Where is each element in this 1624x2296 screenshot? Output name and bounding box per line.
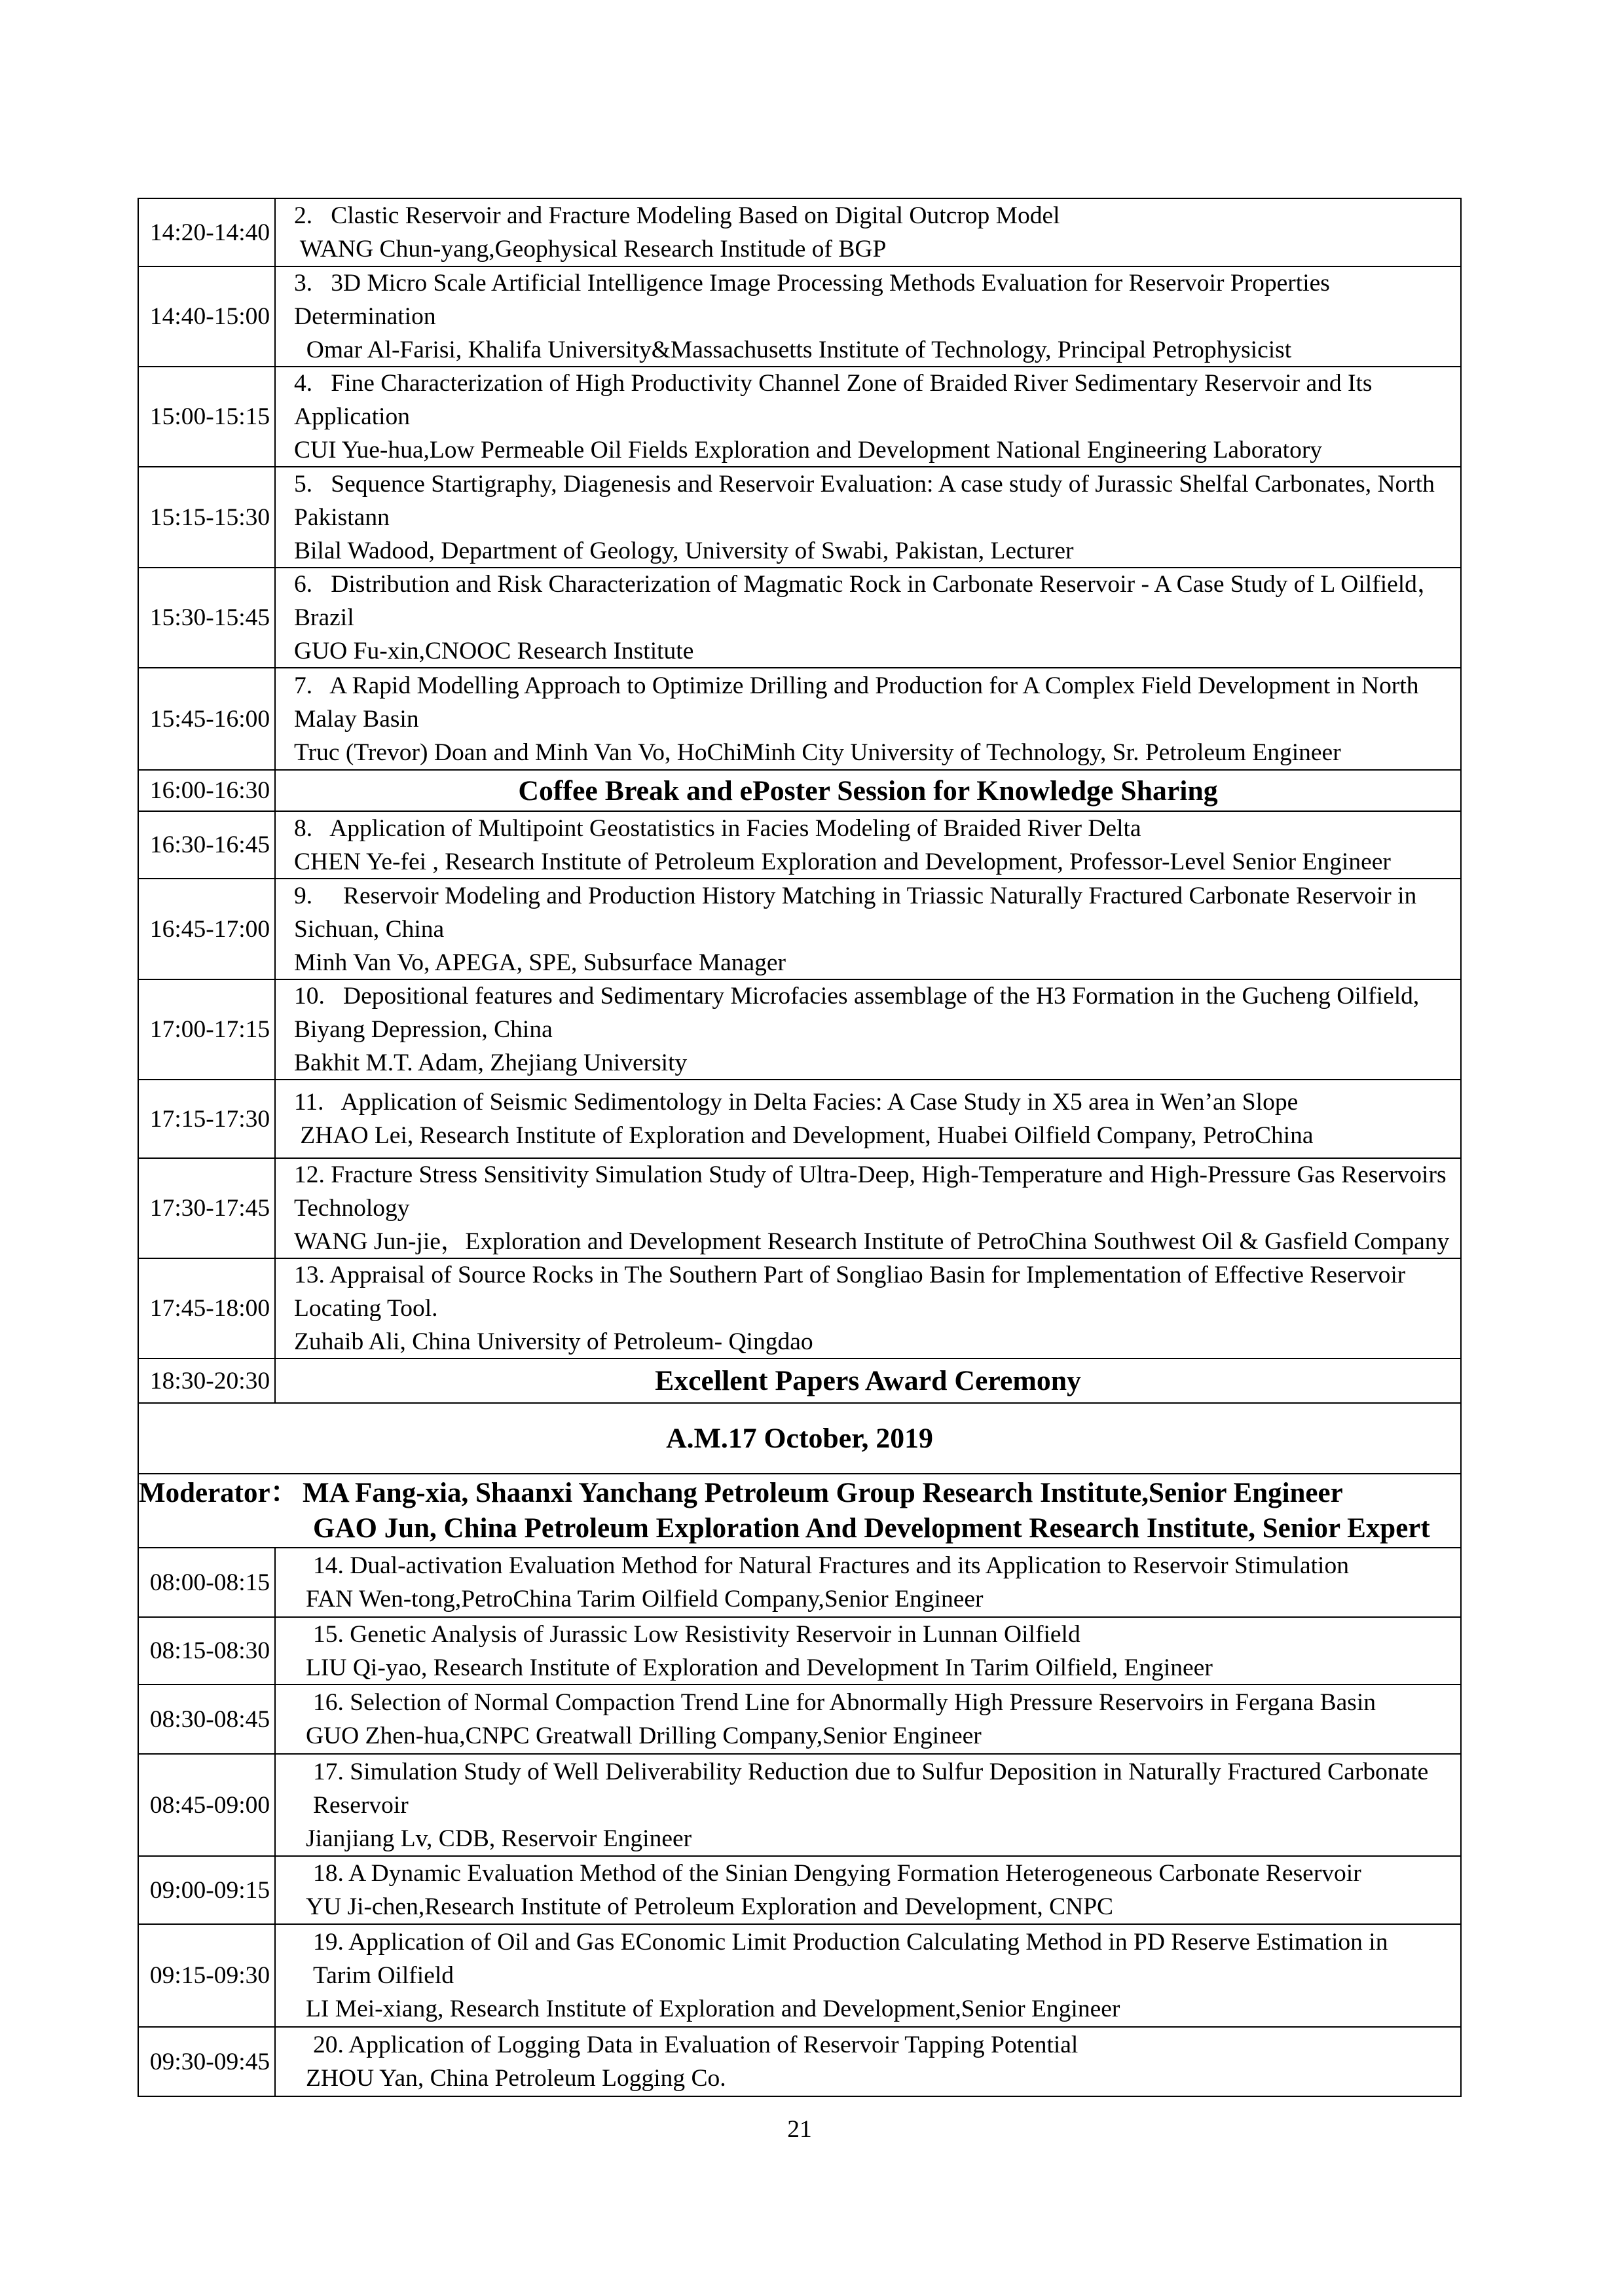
author-line: YU Ji-chen,Research Institute of Petroleum Exploration and Development, CNPC — [306, 1893, 1114, 1920]
presentation-cell — [276, 1259, 1460, 1358]
author-line: Zuhaib Ali, China University of Petroleum- Qingdao — [294, 1328, 813, 1355]
time-slot: 14:20-14:40 — [139, 199, 276, 266]
time-slot: 09:15-09:30 — [139, 1925, 276, 2026]
presentation-cell — [276, 1080, 1460, 1157]
schedule-row — [138, 878, 1462, 979]
time-slot: 17:45-18:00 — [139, 1259, 276, 1358]
moderator-name: MA Fang-xia, Shaanxi Yanchang Petroleum Group Research Institute,Senior Engineer — [303, 1477, 1343, 1508]
time-slot: 08:00-08:15 — [139, 1548, 276, 1616]
paper-title-line: 20. Application of Logging Data in Evaluation of Reservoir Tapping Potential — [313, 2032, 1079, 2058]
author-line: Truc (Trevor) Doan and Minh Van Vo, HoChiMinh City University of Technology, Sr. Petroleum Engineer — [294, 738, 1341, 766]
author-line: Jianjiang Lv, CDB, Reservoir Engineer — [306, 1825, 692, 1852]
time-slot: 15:15-15:30 — [139, 467, 276, 567]
presentation-cell — [276, 2028, 1460, 2096]
paper-title-line: Application — [294, 403, 411, 430]
paper-title-line: 4. Fine Characterization of High Productivity Channel Zone of Braided River Sedimentary Reservoir and Its — [294, 370, 1373, 397]
paper-title-line: 5. Sequence Startigraphy, Diagenesis and Reservoir Evaluation: A case study of Jurassic Shelfal Carbonates, North — [294, 470, 1435, 498]
paper-title-line: Determination — [294, 303, 436, 330]
author-line: Minh Van Vo, APEGA, SPE, Subsurface Manager — [294, 949, 786, 976]
author-line: CUI Yue-hua,Low Permeable Oil Fields Exploration and Development National Engineering Laboratory — [294, 437, 1323, 464]
schedule-row — [138, 1616, 1462, 1684]
paper-title-line: Malay Basin — [294, 705, 419, 733]
presentation-cell — [276, 1618, 1460, 1684]
time-slot: 16:45-17:00 — [139, 879, 276, 979]
presentation-cell — [276, 879, 1460, 979]
presentation-cell — [276, 467, 1460, 567]
time-slot: 14:40-15:00 — [139, 267, 276, 366]
schedule-row — [138, 567, 1462, 667]
presentation-cell — [276, 1925, 1460, 2026]
schedule-row — [138, 366, 1462, 466]
author-line: WANG Jun-jie，Exploration and Development Research Institute of PetroChina Southwest Oil & Gasfield Company — [294, 1228, 1450, 1255]
paper-title-line: 16. Selection of Normal Compaction Trend Line for Abnormally High Pressure Reservoirs in Fergana Basin — [313, 1689, 1376, 1716]
time-slot: 17:15-17:30 — [139, 1080, 276, 1157]
paper-title-line: Pakistann — [294, 503, 390, 531]
paper-title-line: Technology — [294, 1195, 410, 1222]
time-slot: 15:00-15:15 — [139, 367, 276, 466]
author-line: LIU Qi-yao, Research Institute of Exploration and Development In Tarim Oilfield, Engineer — [306, 1654, 1213, 1681]
paper-title-line: 14. Dual-activation Evaluation Method for Natural Fractures and its Application to Reservoir Stimulation — [313, 1552, 1349, 1579]
time-slot: 09:30-09:45 — [139, 2028, 276, 2096]
schedule-row — [138, 1684, 1462, 1753]
schedule-row — [138, 266, 1462, 366]
schedule-row — [138, 2026, 1462, 2097]
paper-title-line: 12. Fracture Stress Sensitivity Simulation Study of Ultra-Deep, High-Temperature and High-Pressure Gas Reservoirs — [294, 1161, 1447, 1188]
paper-title-line: 18. A Dynamic Evaluation Method of the Sinian Dengying Formation Heterogeneous Carbonate Reservoir — [313, 1860, 1361, 1887]
author-line: WANG Chun-yang,Geophysical Research Institude of BGP — [294, 236, 887, 263]
schedule-row — [138, 466, 1462, 567]
presentation-cell — [276, 668, 1460, 769]
schedule-row — [138, 1855, 1462, 1923]
presentation-cell — [276, 1857, 1460, 1923]
time-slot: 16:30-16:45 — [139, 812, 276, 878]
presentation-cell — [276, 980, 1460, 1079]
coffee-break-row — [138, 769, 1462, 811]
page-number: 21 — [787, 2116, 812, 2143]
paper-title-line: Biyang Depression, China — [294, 1016, 553, 1043]
time-slot: 09:00-09:15 — [139, 1857, 276, 1923]
presentation-cell — [276, 1159, 1460, 1258]
author-line: Bilal Wadood, Department of Geology, University of Swabi, Pakistan, Lecturer — [294, 537, 1074, 564]
schedule-row — [138, 1157, 1462, 1258]
award-ceremony-label: Excellent Papers Award Ceremony — [655, 1365, 1081, 1396]
author-line: ZHOU Yan, China Petroleum Logging Co. — [306, 2065, 726, 2092]
coffee-break-label: Coffee Break and ePoster Session for Knowledge Sharing — [518, 774, 1218, 807]
paper-title-line: Sichuan, China — [294, 915, 445, 943]
moderator-cell — [139, 1474, 1460, 1547]
presentation-cell — [276, 199, 1460, 266]
paper-title-line: Brazil — [294, 604, 354, 631]
date-heading: A.M.17 October, 2019 — [666, 1423, 933, 1454]
author-line: GUO Zhen-hua,CNPC Greatwall Drilling Company,Senior Engineer — [306, 1722, 982, 1749]
schedule-row — [138, 1258, 1462, 1358]
paper-title-line: 19. Application of Oil and Gas EConomic Limit Production Calculating Method in PD Reserve Estimation in — [313, 1929, 1388, 1956]
paper-title-line: 8. Application of Multipoint Geostatistics in Facies Modeling of Braided River Delta — [294, 814, 1141, 842]
moderator-name: GAO Jun, China Petroleum Exploration And Development Research Institute, Senior Expert — [313, 1512, 1430, 1544]
author-line: ZHAO Lei, Research Institute of Exploration and Development, Huabei Oilfield Company, PetroChina — [294, 1122, 1314, 1149]
moderator-label: Moderator： — [139, 1477, 299, 1508]
time-slot: 17:30-17:45 — [139, 1159, 276, 1258]
schedule-row — [138, 1923, 1462, 2026]
schedule-row — [138, 1753, 1462, 1855]
paper-title-line: Locating Tool. — [294, 1295, 438, 1322]
presentation-cell — [276, 367, 1460, 466]
presentation-cell — [276, 1685, 1460, 1753]
time-slot: 16:00-16:30 — [139, 771, 276, 811]
moderator-line — [139, 1476, 1460, 1511]
paper-title-line: 7. A Rapid Modelling Approach to Optimize Drilling and Production for A Complex Field Development in North — [294, 672, 1419, 699]
author-line: GUO Fu-xin,CNOOC Research Institute — [294, 638, 694, 665]
time-slot: 17:00-17:15 — [139, 980, 276, 1079]
schedule-row — [138, 811, 1462, 878]
paper-title-line: 10. Depositional features and Sedimentary Microfacies assemblage of the H3 Formation in the Gucheng Oilfield, — [294, 983, 1420, 1010]
award-ceremony-row — [138, 1358, 1462, 1402]
paper-title-line: 6. Distribution and Risk Characterization of Magmatic Rock in Carbonate Reservoir - A Case Study of L Oilfield， — [294, 571, 1442, 598]
presentation-cell — [276, 1755, 1460, 1855]
time-slot: 08:45-09:00 — [139, 1755, 276, 1855]
paper-title-line: 11. Application of Seismic Sedimentology in Delta Facies: A Case Study in X5 area in Wen’an Slope — [294, 1089, 1299, 1116]
time-slot: 08:30-08:45 — [139, 1685, 276, 1753]
time-slot: 18:30-20:30 — [139, 1359, 276, 1402]
moderator-row — [138, 1473, 1462, 1547]
author-line: CHEN Ye-fei , Research Institute of Petroleum Exploration and Development, Professor-Level Senior Engineer — [294, 848, 1391, 875]
presentation-cell — [276, 568, 1460, 667]
paper-title-line: Reservoir — [313, 1791, 409, 1819]
schedule-row — [138, 979, 1462, 1079]
presentation-cell — [276, 1548, 1460, 1616]
paper-title-line: Tarim Oilfield — [313, 1962, 454, 1989]
presentation-cell — [276, 267, 1460, 366]
author-line: FAN Wen-tong,PetroChina Tarim Oilfield Company,Senior Engineer — [306, 1586, 984, 1613]
schedule-row — [138, 198, 1462, 266]
paper-title-line: 2. Clastic Reservoir and Fracture Modeling Based on Digital Outcrop Model — [294, 202, 1060, 229]
paper-title-line: 15. Genetic Analysis of Jurassic Low Resistivity Reservoir in Lunnan Oilfield — [313, 1620, 1080, 1648]
author-line: LI Mei-xiang, Research Institute of Exploration and Development,Senior Engineer — [306, 1995, 1120, 2022]
author-line: Bakhit M.T. Adam, Zhejiang University — [294, 1049, 688, 1076]
schedule-row — [138, 1079, 1462, 1157]
paper-title-line: 13. Appraisal of Source Rocks in The Southern Part of Songliao Basin for Implementation of Effective Reservoir — [294, 1262, 1406, 1288]
time-slot: 15:30-15:45 — [139, 568, 276, 667]
paper-title-line: 17. Simulation Study of Well Deliverability Reduction due to Sulfur Deposition in Naturally Fractured Carbonate — [313, 1758, 1429, 1785]
schedule-row — [138, 1547, 1462, 1616]
schedule-row — [138, 667, 1462, 769]
paper-title-line: 9. Reservoir Modeling and Production History Matching in Triassic Naturally Fractured Carbonate Reservoir in — [294, 882, 1417, 909]
time-slot: 15:45-16:00 — [139, 668, 276, 769]
time-slot: 08:15-08:30 — [139, 1618, 276, 1684]
paper-title-line: 3. 3D Micro Scale Artificial Intelligence Image Processing Methods Evaluation for Reservoir Properties — [294, 270, 1330, 297]
author-line: Omar Al-Farisi, Khalifa University&Massachusetts Institute of Technology, Principal Petrophysicist — [294, 337, 1292, 363]
presentation-cell — [276, 812, 1460, 878]
date-heading-row — [138, 1402, 1462, 1473]
